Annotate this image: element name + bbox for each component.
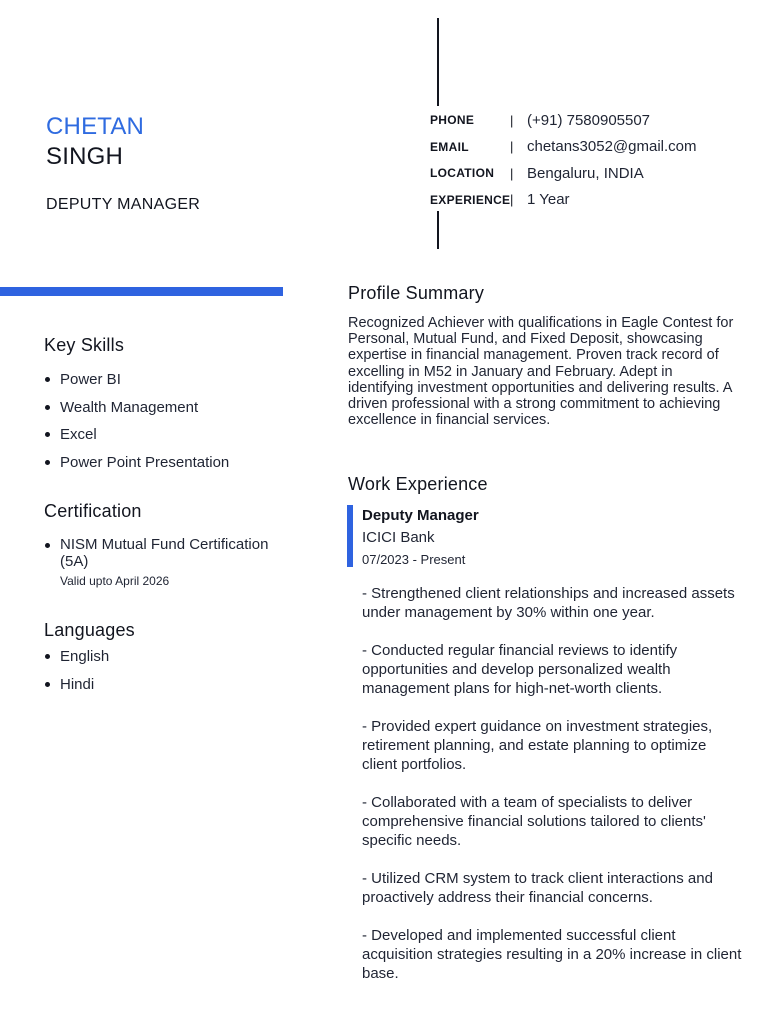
key-skills-list (45, 370, 295, 480)
duty-item: - Strengthened client relationships and increased assets under management by 30% within one year. (362, 585, 735, 621)
job-title: DEPUTY MANAGER (46, 196, 201, 213)
work-experience-heading: Work Experience (348, 474, 488, 494)
contact-row-phone (430, 107, 750, 134)
job-dates: 07/2023 - Present (362, 552, 466, 567)
contact-label: EXPERIENCE (430, 192, 511, 207)
divider-line-top (437, 18, 439, 106)
contact-label: PHONE (430, 113, 475, 128)
accent-bar (0, 287, 283, 296)
key-skills-heading: Key Skills (44, 335, 125, 355)
certification-heading: Certification (44, 501, 142, 521)
profile-summary-heading: Profile Summary (348, 283, 485, 303)
contact-row-experience (430, 187, 750, 214)
languages-list (45, 647, 285, 702)
languages-heading: Languages (44, 620, 135, 640)
contact-row-location (430, 160, 750, 187)
contact-row-email (430, 134, 750, 161)
list-item: Power Point Presentation (45, 453, 295, 481)
contact-label: EMAIL (430, 139, 469, 154)
duty-item: - Utilized CRM system to track client interactions and proactively address their financial concerns. (362, 870, 713, 906)
certification-list (45, 536, 285, 570)
contact-block (430, 107, 750, 213)
job-duties (362, 584, 742, 1002)
contact-separator: | (510, 139, 514, 155)
contact-value: (+91) 7580905507 (527, 111, 651, 129)
duty-item: - Collaborated with a team of specialists to deliver comprehensive financial solutions tailored to clients' specific needs. (362, 794, 706, 849)
list-item: Hindi (45, 675, 285, 703)
divider-line-bottom (437, 211, 439, 249)
list-item: Power BI (45, 370, 295, 398)
duty-item: - Conducted regular financial reviews to identify opportunities and develop personalized wealth management plans for high-net-worth clients. (362, 642, 678, 697)
job-company: ICICI Bank (362, 529, 435, 546)
list-item: Excel (45, 425, 295, 453)
duty-item: - Provided expert guidance on investment strategies, retirement planning, and estate planning to optimize client portfolios. (362, 718, 713, 773)
contact-value: chetans3052@gmail.com (527, 138, 697, 156)
list-item: English (45, 647, 285, 675)
certification-validity: Valid upto April 2026 (60, 574, 170, 588)
profile-summary-text: Recognized Achiever with qualifications in Eagle Contest for Personal, Mutual Fund, and Fixed Deposit, showcasing expertise in financial management. Proven track record of excelling in M52 in January and February. Adept in identifying investment opportunities and delivering results. A driven professional with a strong commitment to achieving excellence in financial services. (348, 315, 734, 429)
list-item: NISM Mutual Fund Certification (5A) (45, 536, 285, 570)
contact-separator: | (510, 165, 514, 181)
first-name: CHETAN (46, 113, 145, 140)
contact-separator: | (510, 192, 514, 208)
contact-separator: | (510, 112, 514, 128)
contact-label: LOCATION (430, 166, 495, 181)
job-role: Deputy Manager (362, 507, 479, 524)
contact-value: Bengaluru, INDIA (527, 164, 644, 182)
duty-item: - Developed and implemented successful client acquisition strategies resulting in a 20% increase in client base. (362, 927, 742, 982)
job-accent-bar (347, 505, 353, 567)
contact-value: 1 Year (527, 191, 570, 209)
last-name: SINGH (46, 143, 124, 170)
list-item: Wealth Management (45, 398, 295, 426)
